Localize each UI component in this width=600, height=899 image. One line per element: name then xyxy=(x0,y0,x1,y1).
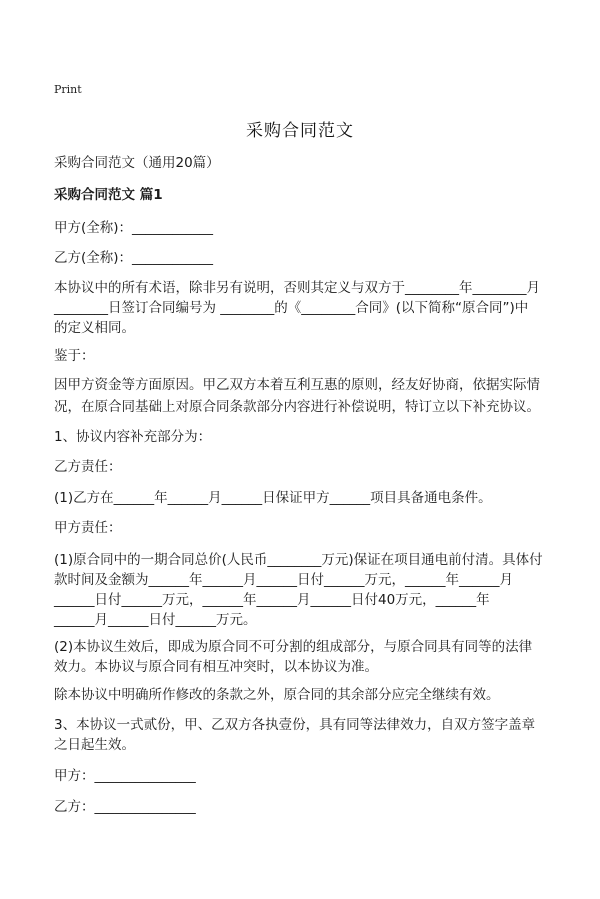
whereas-label: 鉴于： xyxy=(54,348,95,364)
party-a-signature-line: 甲方：_______________ xyxy=(54,768,196,784)
intro-line-1: 本协议中的所有术语，除非另有说明，否则其定义与双方于________年________月 xyxy=(54,280,540,296)
intro-line-2: ________日签订合同编号为 ________的《________合同》(以下简称“原合同”)中 xyxy=(54,300,529,316)
intro-line-3: 的定义相同。 xyxy=(54,320,135,336)
reason-line-2: 况，在原合同基础上对原合同条款部分内容进行补偿说明，特订立以下补充协议。 xyxy=(54,399,540,415)
document-subtitle: 采购合同范文（通用20篇） xyxy=(54,155,220,171)
party-a-fullname-line: 甲方(全称)：____________ xyxy=(54,220,214,236)
except-clause: 除本协议中明确所作修改的条款之外，原合同的其余部分应完全继续有效。 xyxy=(54,687,500,703)
party-a-duty-2-line-2: 效力。本协议与原合同有相互冲突时，以本协议为准。 xyxy=(54,659,378,675)
party-b-fullname-line: 乙方(全称)：____________ xyxy=(54,250,214,266)
item-3-line-1: 3、本协议一式贰份，甲、乙双方各执壹份，具有同等法律效力，自双方签字盖章 xyxy=(54,717,536,733)
document-title: 采购合同范文 xyxy=(246,121,354,141)
party-a-duty-1-line-4: ______月______日付______万元。 xyxy=(54,612,257,628)
party-a-duty-1-line-3: ______日付______万元，______年______月______日付40万元，______年 xyxy=(54,592,490,608)
print-label: Print xyxy=(54,83,82,96)
party-b-signature-line: 乙方：_______________ xyxy=(54,799,196,815)
party-b-duty-item-1: (1)乙方在______年______月______日保证甲方______项目具备通电条件。 xyxy=(54,490,492,506)
item-1-heading: 1、协议内容补充部分为： xyxy=(54,429,212,445)
party-b-duty-label: 乙方责任： xyxy=(54,459,122,475)
section-heading: 采购合同范文 篇1 xyxy=(54,187,163,203)
reason-line-1: 因甲方资金等方面原因。甲乙双方本着互利互惠的原则，经友好协商，依据实际情 xyxy=(54,377,540,393)
item-3-line-2: 之日起生效。 xyxy=(54,737,135,753)
party-a-duty-1-line-2: 款时间及金额为______年______月______日付______万元，______年______月 xyxy=(54,572,513,588)
party-a-duty-1-line-1: (1)原合同中的一期合同总价(人民币________万元)保证在项目通电前付清。具体付 xyxy=(54,552,543,568)
party-a-duty-label: 甲方责任： xyxy=(54,520,122,536)
party-a-duty-2-line-1: (2)本协议生效后，即成为原合同不可分割的组成部分，与原合同具有同等的法律 xyxy=(54,639,533,655)
